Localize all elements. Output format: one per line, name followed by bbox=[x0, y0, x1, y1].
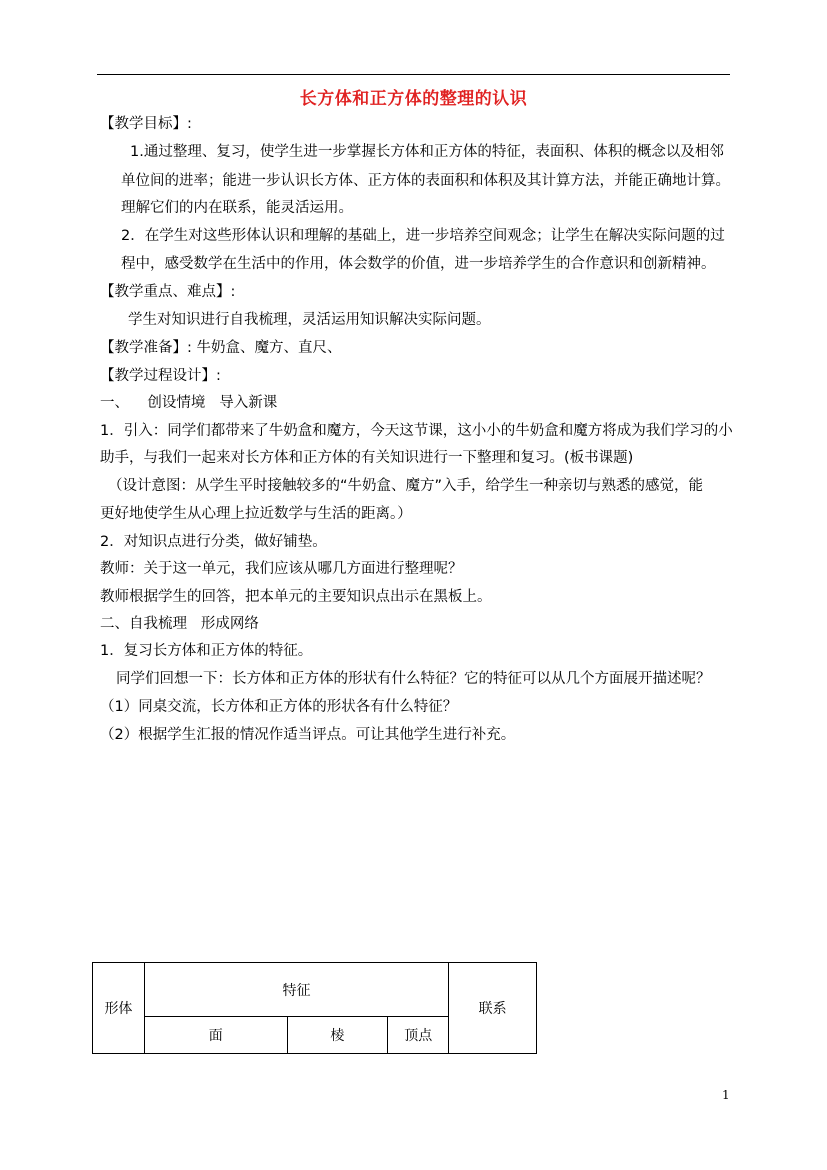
vertex-header-cell: 顶点 bbox=[388, 1017, 449, 1054]
shape-header-cell: 形体 bbox=[93, 963, 145, 1054]
preparation-line: 【教学准备】: 牛奶盒、魔方、直尺、 bbox=[100, 340, 342, 356]
design-intent-line-2: 更好地使学生从心理上拉近数学与生活的距离。） bbox=[100, 506, 412, 522]
objective-1-line-2: 单位间的进率；能进一步认识长方体、正方体的表面积和体积及其计算方法，并能正确地计算。 bbox=[121, 173, 730, 189]
intro-line-2: 助手，与我们一起来对长方体和正方体的有关知识进行一下整理和复习。(板书课题) bbox=[100, 450, 634, 466]
section-two-heading: 二、自我梳理 形成网络 bbox=[100, 616, 259, 632]
teacher-board-line: 教师根据学生的回答，把本单元的主要知识点出示在黑板上。 bbox=[100, 589, 492, 605]
discussion-step-1: （1）同桌交流，长方体和正方体的形状各有什么特征？ bbox=[100, 699, 458, 715]
objective-1-line-1: 1.通过整理、复习，使学生进一步掌握长方体和正方体的特征，表面积、体积的概念以及相邻 bbox=[130, 144, 724, 160]
document-title: 长方体和正方体的整理的认识 bbox=[299, 89, 528, 109]
intro-line-1: 1．引入：同学们都带来了牛奶盒和魔方，今天这节课，这小小的牛奶盒和魔方将成为我们学习的小 bbox=[100, 423, 733, 439]
header-rule bbox=[97, 74, 730, 75]
key-points-heading: 【教学重点、难点】: bbox=[100, 284, 236, 300]
objectives-heading: 【教学目标】: bbox=[100, 116, 192, 132]
classify-line: 2．对知识点进行分类，做好铺垫。 bbox=[100, 534, 327, 550]
edge-header-cell: 棱 bbox=[287, 1017, 388, 1054]
feature-header-cell: 特征 bbox=[144, 963, 448, 1017]
process-heading: 【教学过程设计】: bbox=[100, 368, 221, 384]
review-features-line: 1．复习长方体和正方体的特征。 bbox=[100, 643, 313, 659]
objective-2-line-1: 2．在学生对这些形体认识和理解的基础上，进一步培养空间观念；让学生在解决实际问题的过 bbox=[121, 228, 725, 244]
page-number: 1 bbox=[722, 1088, 730, 1102]
teacher-question-line: 教师：关于这一单元，我们应该从哪几方面进行整理呢？ bbox=[100, 561, 463, 577]
design-intent-line-1: （设计意图：从学生平时接触较多的“牛奶盒、魔方”入手，给学生一种亲切与熟悉的感觉，能 bbox=[108, 478, 704, 494]
objective-1-line-3: 理解它们的内在联系，能灵活运用。 bbox=[121, 200, 353, 216]
feature-table bbox=[92, 962, 537, 1054]
key-points-text: 学生对知识进行自我梳理，灵活运用知识解决实际问题。 bbox=[128, 312, 491, 328]
face-header-cell: 面 bbox=[144, 1017, 287, 1054]
discussion-step-2: （2）根据学生汇报的情况作适当评点。可让其他学生进行补充。 bbox=[100, 727, 516, 743]
section-one-heading: 一、 创设情境 导入新课 bbox=[100, 395, 278, 411]
objective-2-line-2: 程中，感受数学在生活中的作用，体会数学的价值，进一步培养学生的合作意识和创新精神。 bbox=[121, 256, 716, 272]
recall-question-line: 同学们回想一下：长方体和正方体的形状有什么特征？它的特征可以从几个方面展开描述呢？ bbox=[116, 671, 711, 687]
relation-header-cell: 联系 bbox=[449, 963, 537, 1054]
